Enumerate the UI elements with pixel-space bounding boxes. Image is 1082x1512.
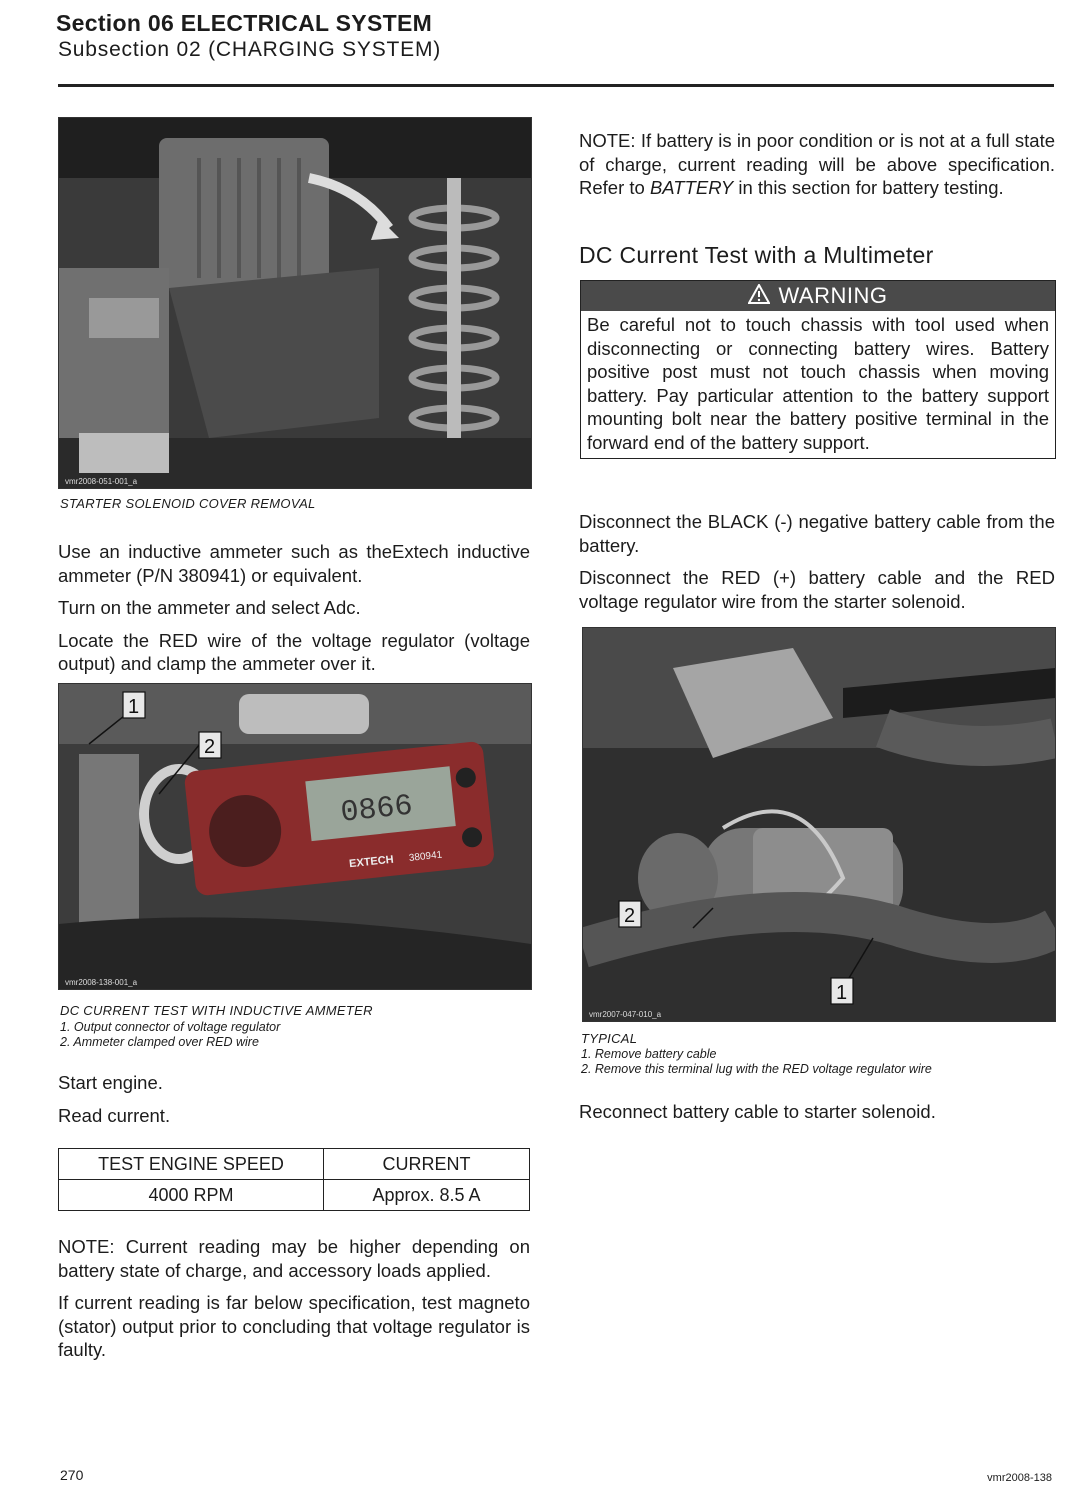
current-spec-table xyxy=(58,1148,530,1211)
warning-header xyxy=(581,281,1055,311)
figure-id: vmr2008-138-001_a xyxy=(65,978,138,987)
callout-1: 1 xyxy=(128,696,140,718)
paragraph: Disconnect the RED (+) battery cable and the RED voltage regulator wire from the starter solenoid. xyxy=(579,567,1055,612)
paragraph: Read current. xyxy=(58,1104,171,1126)
callout-1: 1 xyxy=(836,982,848,1004)
paragraph: Disconnect the BLACK (-) negative battery cable from the battery. xyxy=(579,511,1055,556)
document-code: vmr2008-138 xyxy=(987,1472,1052,1484)
note-text: NOTE: If battery is in poor condition or is not at a full state of charge, current reading will be above specification. Refer to xyxy=(579,130,1055,198)
warning-text: Be careful not to touch chassis with tool used when disconnecting or connecting battery wires. Battery positive post must not touch chassis when moving battery. Pay particular attention to the battery support mounting bolt near the battery positive terminal in the forward end of the battery support. xyxy=(587,314,1049,453)
warning-box xyxy=(580,280,1056,459)
right-body-block-1 xyxy=(579,510,1055,622)
figure-legend-1: 1. Output connector of voltage regulator xyxy=(60,1020,281,1034)
meter-brand-label: EXTECH xyxy=(348,853,395,871)
paragraph: Turn on the ammeter and select Adc. xyxy=(58,597,361,618)
paragraph: Locate the RED wire of the voltage regulator (voltage output) and clamp the ammeter over it. xyxy=(58,629,530,674)
subsection-title: Subsection 02 (CHARGING SYSTEM) xyxy=(58,38,442,61)
right-note xyxy=(579,129,1055,209)
table-cell: Approx. 8.5 A xyxy=(324,1180,530,1211)
paragraph: Start engine. xyxy=(58,1072,163,1093)
figure-legend-1: 1. Remove battery cable xyxy=(581,1047,717,1061)
table-header-cell: CURRENT xyxy=(324,1149,530,1180)
meter-display-reading: 0866 xyxy=(339,789,415,831)
table-header-cell: TEST ENGINE SPEED xyxy=(59,1149,324,1180)
cross-reference: BATTERY xyxy=(649,177,734,198)
paragraph: Use an inductive ammeter such as theExtech inductive ammeter (P/N 380941) or equivalent. xyxy=(58,541,530,586)
inductive-ammeter-photo xyxy=(58,683,532,990)
callout-2: 2 xyxy=(204,736,216,758)
paragraph: NOTE: Current reading may be higher depending on battery state of charge, and accessory loads applied. xyxy=(58,1236,530,1281)
figure-caption: TYPICAL xyxy=(581,1031,638,1046)
table-cell: 4000 RPM xyxy=(59,1180,324,1211)
page-number: 270 xyxy=(60,1467,84,1483)
figure-id: vmr2008-051-001_a xyxy=(65,477,138,486)
section-heading: DC Current Test with a Multimeter xyxy=(579,242,934,268)
figure-caption: STARTER SOLENOID COVER REMOVAL xyxy=(60,496,316,511)
header-rule xyxy=(58,84,1054,87)
warning-title: WARNING xyxy=(778,283,888,308)
figure-legend-2: 2. Ammeter clamped over RED wire xyxy=(60,1035,259,1049)
starter-solenoid-cover-photo xyxy=(58,117,532,489)
left-body-block-2 xyxy=(58,1071,530,1136)
starter-solenoid-photo xyxy=(582,627,1056,1022)
paragraph: If current reading is far below specification, test magneto (stator) output prior to concluding that voltage regulator is faulty. xyxy=(58,1292,530,1360)
meter-model-label: 380941 xyxy=(408,849,443,864)
note-text: in this section for battery testing. xyxy=(733,177,1004,198)
left-body-block-3 xyxy=(58,1235,530,1371)
warning-triangle-icon xyxy=(748,282,770,312)
paragraph: Reconnect battery cable to starter solenoid. xyxy=(579,1101,936,1122)
left-body-block-1 xyxy=(58,540,530,685)
figure-caption: DC CURRENT TEST WITH INDUCTIVE AMMETER xyxy=(60,1003,373,1018)
figure-legend-2: 2. Remove this terminal lug with the RED voltage regulator wire xyxy=(581,1062,932,1076)
section-title: Section 06 ELECTRICAL SYSTEM xyxy=(56,10,433,36)
callout-2: 2 xyxy=(624,905,636,927)
right-body-block-2 xyxy=(579,1100,1055,1133)
figure-id: vmr2007-047-010_a xyxy=(589,1010,662,1019)
